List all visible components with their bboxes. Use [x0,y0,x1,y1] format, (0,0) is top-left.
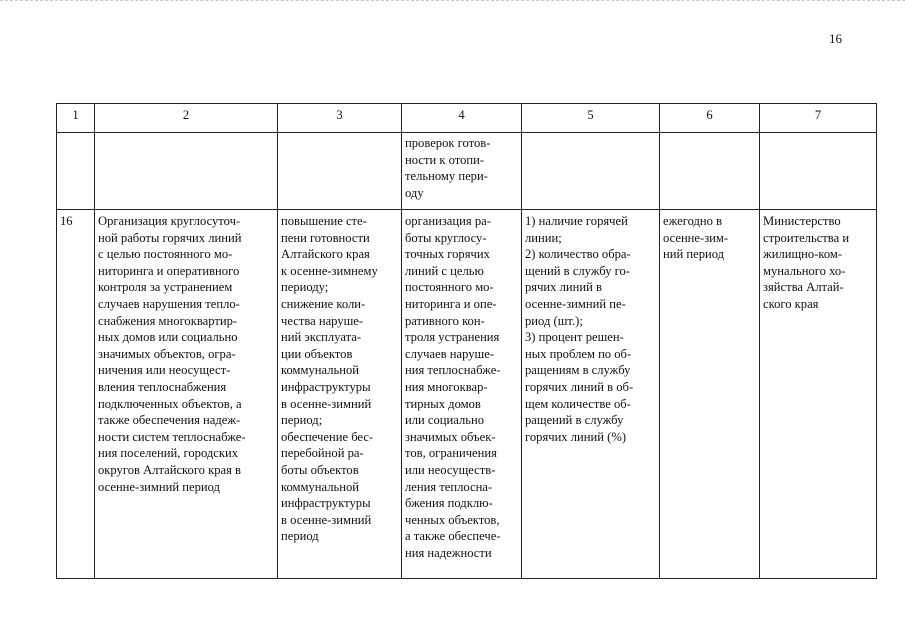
column-header: 1 [57,104,95,133]
column-header: 4 [402,104,522,133]
column-header: 5 [522,104,660,133]
measures-cell: организация ра- боты круглосу- точных горячих линий с целью постоянного мо- ниторинга и опе- ративного кон- троля устранения случаев наруше- ния теплоснабже- ния многоквар- тирных домов или социально значимых объек- тов, ограничения или неосуществ- ления теплосна- бжения подклю- ченных объектов, а также обеспече- ния надежности [402,210,522,579]
responsible-cell: Министерство строительства и жилищно-ком- мунального хо- зяйства Алтай- ского края [760,210,877,579]
document-table [56,103,877,579]
scan-edge [0,0,905,4]
table-cell [402,133,522,210]
indicators-cell: 1) наличие горячей линии; 2) количество обра- щений в службу го- рячих линий в осенне-зимний пе- риод (шт.); 3) процент решен- ных проблем по об- ращениям в службу горячих линий в об- щем количестве об- ращений в службу горячих линий (%) [522,210,660,579]
column-header: 3 [278,104,402,133]
expected-result-cell: повышение сте- пени готовности Алтайского края к осенне-зимнему периоду; снижение коли- чества наруше- ний эксплуата- ции объектов коммунальной инфраструктуры в осенне-зимний период; обеспечение бес- перебойной ра- боты объектов коммунальной инфраструктуры в осенне-зимний период [278,210,402,579]
table-cell [278,133,402,210]
table-cell [57,133,95,210]
table-cell [95,133,278,210]
page-number: 16 [829,31,842,46]
table-cell [660,133,760,210]
row-number: 16 [57,210,95,579]
continuation-text: проверок готов- ности к отопи- тельному пери- оду [405,136,491,200]
table-cell [522,133,660,210]
table-cell [760,133,877,210]
column-header: 2 [95,104,278,133]
column-header: 6 [660,104,760,133]
activity-cell: Организация круглосуточ- ной работы горячих линий с целью постоянного мо- ниторинга и оперативного контроля за устранением случаев нарушения тепло- снабжения многоквартир- ных домов или социально значимых объектов, огра- ничения или неосущест- вления теплоснабжения подключенных объектов, а также обеспечения надеж- ности систем теплоснабже- ния поселений, городских округов Алтайского края в осенне-зимний период [95,210,278,579]
table-row [57,210,877,579]
table-header-row [57,104,877,133]
deadline-cell: ежегодно в осенне-зим- ний период [660,210,760,579]
table-row [57,133,877,210]
column-header: 7 [760,104,877,133]
